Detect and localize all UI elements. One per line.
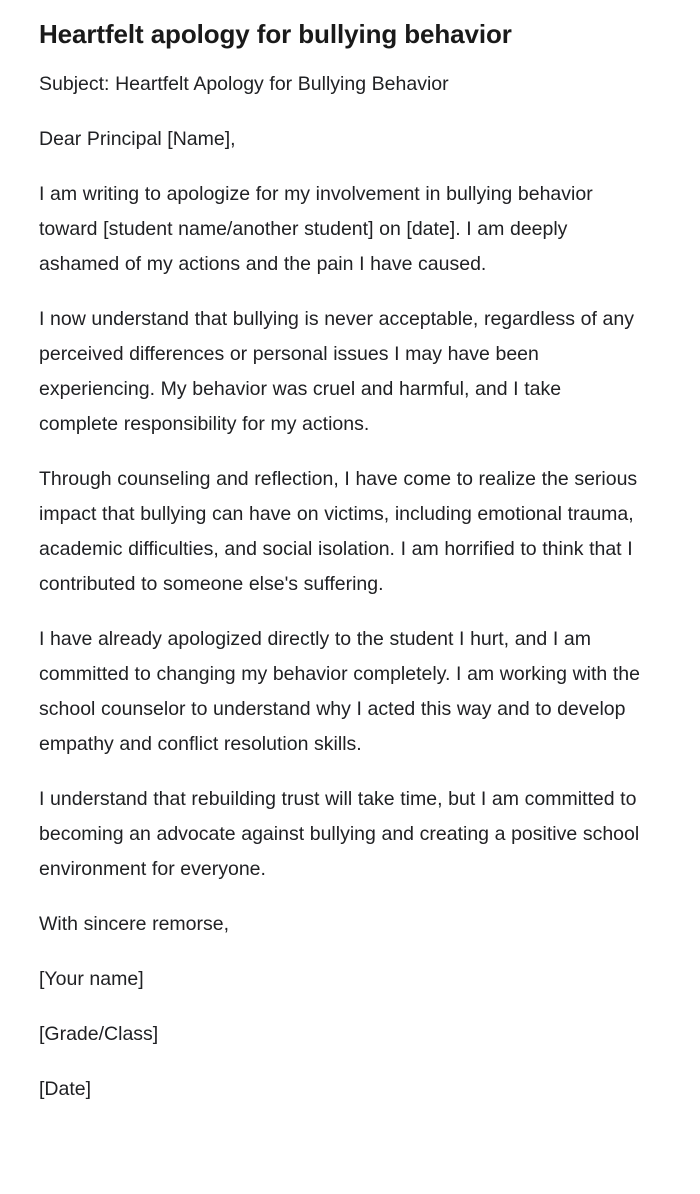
signature-name-placeholder: [Your name]: [39, 968, 144, 990]
paragraph-rebuilding-trust: I understand that rebuilding trust will take time, but I am committed to becoming an advocate against bullying and creating a positive school environment for everyone.: [39, 788, 640, 880]
paragraph-closing: With sincere remorse,: [39, 913, 230, 935]
apology-letter-article: [39, 18, 640, 1107]
paragraph-direct-apology-commitment: I have already apologized directly to the student I hurt, and I am committed to changing my behavior completely. I am working with the school counselor to understand why I acted this way and to develop empathy and conflict resolution skills.: [39, 628, 640, 755]
page-title: Heartfelt apology for bullying behavior: [39, 19, 512, 49]
signature-grade-class-placeholder: [Grade/Class]: [39, 1023, 159, 1045]
signature-date-placeholder: [Date]: [39, 1078, 92, 1100]
paragraph-subject-line: Subject: Heartfelt Apology for Bullying Behavior: [39, 73, 449, 95]
paragraph-apology-opening: I am writing to apologize for my involvement in bullying behavior toward [student name/another student] on [date]. I am deeply ashamed of my actions and the pain I have caused.: [39, 183, 593, 275]
paragraph-understanding: I now understand that bullying is never acceptable, regardless of any perceived differences or personal issues I may have been experiencing. My behavior was cruel and harmful, and I take complete responsibility for my actions.: [39, 308, 634, 435]
paragraph-salutation: Dear Principal [Name],: [39, 128, 236, 150]
paragraph-counseling-reflection: Through counseling and reflection, I have come to realize the serious impact that bullying can have on victims, including emotional trauma, academic difficulties, and social isolation. I am horrified to think that I contributed to someone else's suffering.: [39, 468, 638, 595]
